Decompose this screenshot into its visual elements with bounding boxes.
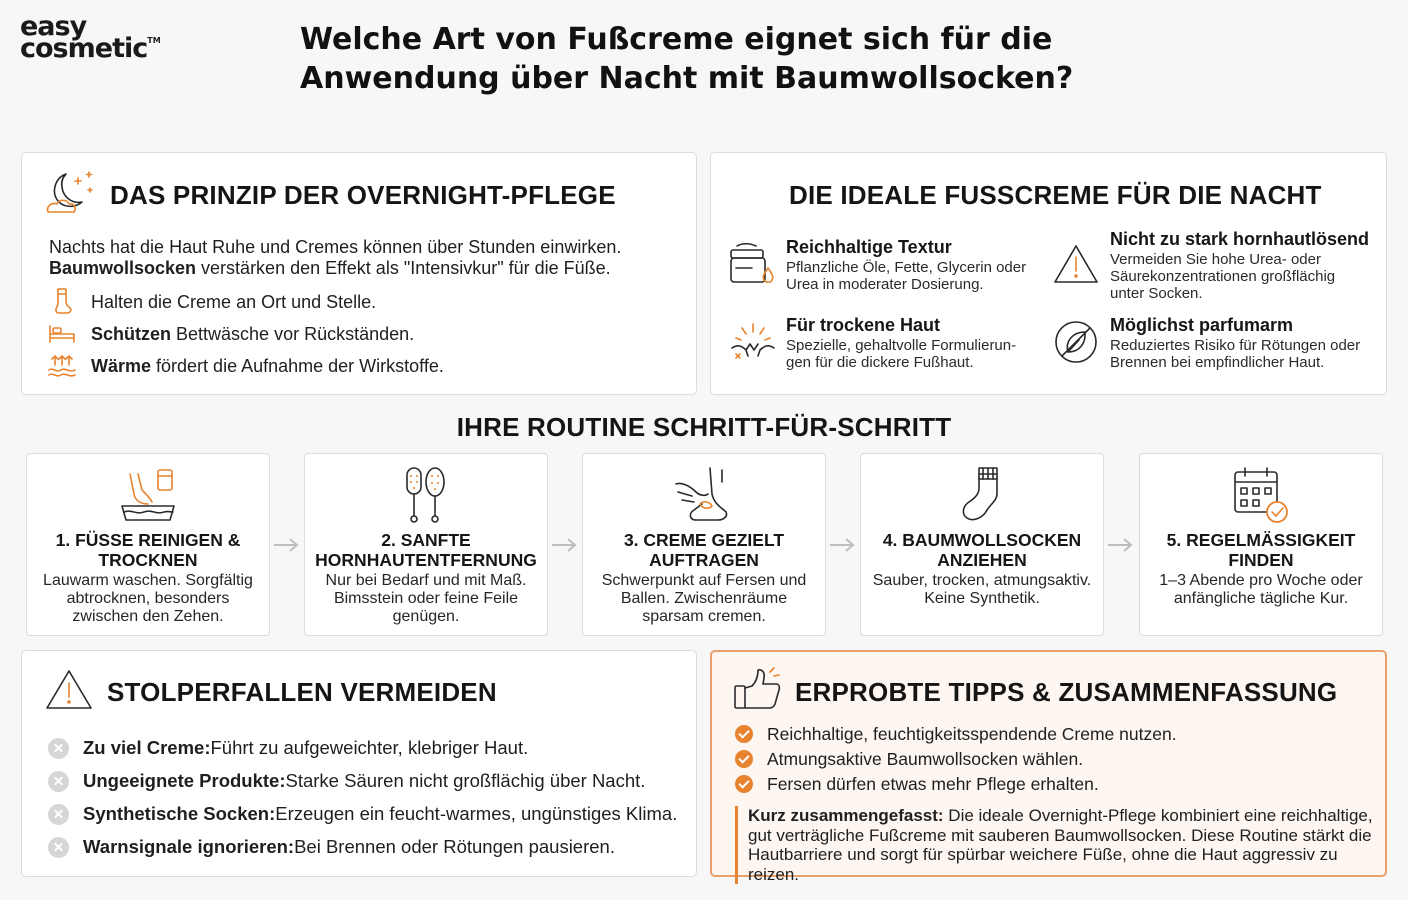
brand-logo	[20, 11, 190, 65]
brand-line2: cosmetic™	[20, 33, 161, 65]
thumbs-up-icon	[732, 666, 782, 712]
step-5-desc: 1–3 Abende pro Woche oder anfängliche tägliche Kur.	[1159, 572, 1363, 607]
arrow-right-icon	[828, 535, 858, 555]
feature-desc-1: Pflanzliche Öle, Fette, Glycerin oder Urea in moderater Dosierung.	[786, 259, 1027, 293]
pitfall-item-3: Synthetische Socken: Erzeugen ein feucht-warmes, ungünstiges Klima.	[48, 802, 677, 826]
arrow-right-icon	[1106, 535, 1136, 555]
arrow-right-icon	[550, 535, 580, 555]
summary-text: Kurz zusammengefasst: Die ideale Overnight-Pflege kombiniert eine reichhaltige, gut verträgliche Fußcreme mit sauberen Baumwollsocken. Diese Routine stärkt die Hautbarriere und sorgt für spürbar weichere Füße, ohne die Haut aggressiv zu reizen.	[735, 806, 1375, 884]
check-circle-icon	[735, 775, 753, 793]
step-2-desc: Nur bei Bedarf und mit Maß. Bimsstein oder feine Feile genügen.	[325, 572, 527, 625]
feature-title-1: Reichhaltige Textur	[786, 237, 952, 257]
x-circle-icon	[48, 771, 69, 792]
pumice-brush-icon	[401, 464, 451, 526]
cream-jar-icon	[728, 240, 776, 290]
check-circle-icon	[735, 725, 753, 743]
pitfall-item-4: Warnsignale ignorieren: Bei Brennen oder Rötungen pausieren.	[48, 835, 615, 859]
tips-heading: ERPROBTE TIPPS & ZUSAMMENFASSUNG	[795, 677, 1338, 707]
routine-heading: IHRE ROUTINE SCHRITT-FÜR-SCHRITT	[456, 412, 952, 442]
cracked-skin-icon	[728, 320, 778, 364]
step-5-title: 5. REGELMÄSSIGKEIT FINDEN	[1166, 530, 1356, 570]
x-circle-icon	[48, 738, 69, 759]
moon-stars-icon	[42, 168, 100, 220]
step-5	[1139, 453, 1383, 636]
principle-heading: DAS PRINZIP DER OVERNIGHT-PFLEGE	[110, 180, 616, 210]
step-4	[860, 453, 1104, 636]
warning-triangle-icon	[1052, 242, 1100, 286]
hand-foot-cream-icon	[672, 464, 736, 526]
x-circle-icon	[48, 837, 69, 858]
heat-icon	[47, 353, 77, 379]
bed-icon	[47, 322, 77, 346]
step-4-title: 4. BAUMWOLLSOCKEN ANZIEHEN	[882, 530, 1082, 570]
cotton-sock-icon	[957, 464, 1007, 526]
pitfalls-heading: STOLPERFALLEN VERMEIDEN	[107, 677, 497, 707]
step-2-title: 2. SANFTE HORNHAUTENTFERNUNG	[315, 530, 537, 570]
principle-item-2: Schützen Bettwäsche vor Rückständen.	[91, 324, 415, 344]
tip-item-3: Fersen dürfen etwas mehr Pflege erhalten.	[735, 773, 1099, 795]
step-3-title: 3. CREME GEZIELT AUFTRAGEN	[623, 530, 785, 570]
tip-item-2: Atmungsaktive Baumwollsocken wählen.	[735, 748, 1083, 770]
x-circle-icon	[48, 804, 69, 825]
step-1-title: 1. FÜSSE REINIGEN & TROCKNEN	[55, 530, 241, 570]
feature-desc-4: Reduziertes Risiko für Rötungen oder Brennen bei empfindlicher Haut.	[1110, 337, 1361, 371]
principle-item-1: Halten die Creme an Ort und Stelle.	[91, 292, 377, 312]
step-3-desc: Schwerpunkt auf Fersen und Ballen. Zwischenräume sparsam cremen.	[601, 572, 807, 625]
sock-icon	[50, 287, 74, 315]
tip-item-1: Reichhaltige, feuchtigkeitsspendende Creme nutzen.	[735, 723, 1177, 745]
feature-title-4: Möglichst parfumarm	[1110, 315, 1294, 335]
calendar-check-icon	[1231, 464, 1291, 526]
pitfall-item-1: Zu viel Creme: Führt zu aufgeweichter, klebriger Haut.	[48, 736, 528, 760]
pitfall-item-2: Ungeeignete Produkte: Starke Säuren nicht großflächig über Nacht.	[48, 769, 645, 793]
no-fragrance-leaf-icon	[1053, 319, 1099, 365]
step-3	[582, 453, 826, 636]
foot-bath-icon	[116, 464, 180, 526]
arrow-right-icon	[272, 535, 302, 555]
feature-title-2: Nicht zu stark hornhautlösend	[1110, 229, 1370, 249]
warning-triangle-icon	[44, 668, 94, 712]
step-2	[304, 453, 548, 636]
feature-desc-2: Vermeiden Sie hohe Urea- oder Säurekonzentrationen großflächig unter Socken.	[1110, 251, 1336, 302]
ideal-heading: DIE IDEALE FUSSCREME FÜR DIE NACHT	[789, 180, 1322, 210]
principle-item-3: Wärme fördert die Aufnahme der Wirkstoffe.	[91, 356, 444, 376]
feature-desc-3: Spezielle, gehaltvolle Formulierun-gen für die dickere Fußhaut.	[786, 337, 1017, 371]
check-circle-icon	[735, 750, 753, 768]
page-title: Welche Art von Fußcreme eignet sich für die Anwendung über Nacht mit Baumwollsocken?	[300, 22, 1074, 96]
step-1	[26, 453, 270, 636]
step-1-desc: Lauwarm waschen. Sorgfältig abtrocknen, besonders zwischen den Zehen.	[43, 572, 253, 625]
brand-line1: easy	[20, 11, 87, 42]
step-4-desc: Sauber, trocken, atmungsaktiv. Keine Synthetik.	[872, 572, 1092, 607]
principle-intro: Nachts hat die Haut Ruhe und Cremes können über Stunden einwirken. Baumwollsocken verstärken den Effekt als "Intensivkur" für die Füße.	[49, 237, 622, 278]
feature-title-3: Für trockene Haut	[786, 315, 941, 335]
